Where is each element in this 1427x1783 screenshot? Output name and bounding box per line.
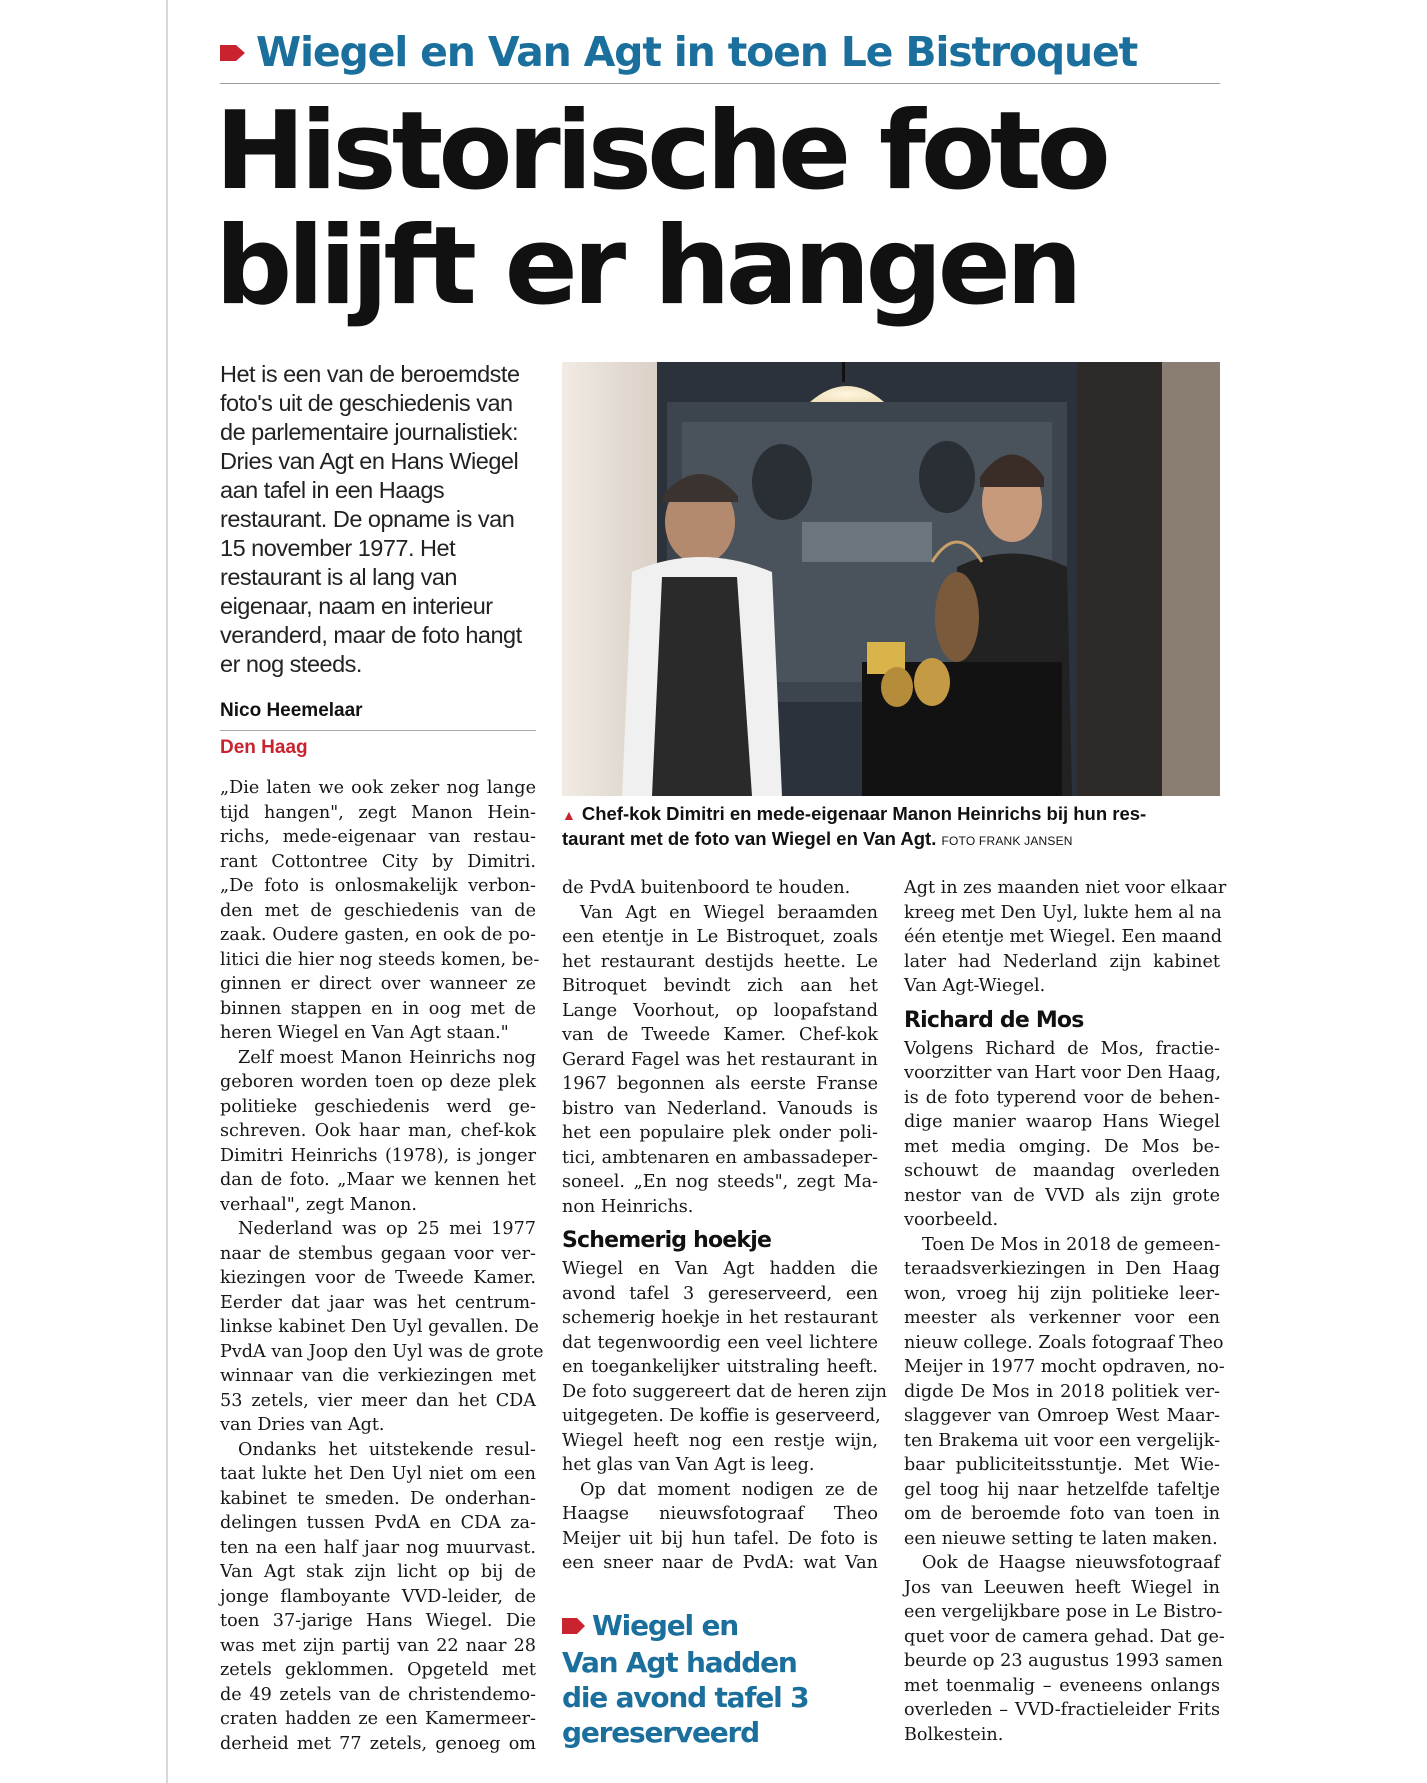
article-line: quet voor de camera gehad. Dat ge- <box>904 1626 1225 1647</box>
article-line: Wiegel heeft nog een restje wijn, <box>562 1430 878 1451</box>
article-line: winnaar van die verkiezingen met <box>220 1366 536 1386</box>
intro-line: foto's uit de geschiedenis van <box>220 390 513 416</box>
article-line: linkse kabinet Den Uyl gevallen. De <box>220 1317 539 1337</box>
article-line: Ondanks het uitstekende resul- <box>238 1439 536 1460</box>
red-triangle-icon: ▲ <box>562 807 576 823</box>
article-line: verhaal", zegt Manon. <box>220 1194 417 1215</box>
article-line: 1967 begonnen als eerste Franse <box>562 1074 878 1094</box>
article-line: toen 37-jarige Hans Wiegel. Die <box>220 1611 536 1631</box>
article-line: politieke geschiedenis werd ge- <box>220 1096 536 1117</box>
article-line: litici die hier nog steeds komen, be- <box>220 949 540 970</box>
article-line: slaggever van Omroep West Maar- <box>904 1406 1220 1426</box>
article-line: dan de foto. „Maar we kennen het <box>220 1170 536 1190</box>
article-line: zetels geklommen. Opgeteld met <box>220 1660 536 1680</box>
article-line: De foto suggereert dat de heren zijn <box>562 1381 887 1402</box>
article-line: later had Nederland zijn kabinet <box>904 951 1220 972</box>
article-line: Eerder dat jaar was het centrum- <box>220 1292 536 1313</box>
article-line: Wiegel en Van Agt hadden die <box>562 1259 878 1279</box>
article-column-3 <box>904 876 1227 1747</box>
article-line: een sneer naar de PvdA: wat Van <box>562 1553 878 1573</box>
kicker <box>220 28 1137 76</box>
article-line: Gerard Fagel was het restaurant in <box>562 1049 878 1070</box>
article-line: 53 zetels, vier meer dan het CDA <box>220 1390 536 1411</box>
pull-quote-line: Van Agt hadden <box>562 1646 797 1679</box>
article-line: „De foto is onlosmakelijk verbon- <box>220 876 536 896</box>
byline <box>220 700 536 759</box>
article-line: Haagse nieuwsfotograaf Theo <box>562 1504 878 1524</box>
article-photo <box>562 362 1220 796</box>
article-line: Meijer in 1977 mocht opdraven, no- <box>904 1357 1225 1377</box>
subhead-richard-de-mos: Richard de Mos <box>904 1007 1084 1033</box>
article-line: Van Agt stak zijn licht op bij de <box>220 1562 536 1582</box>
article-line: Agt in zes maanden niet voor elkaar <box>904 878 1227 898</box>
article-line: van de Tweede Kamer. Chef-kok <box>562 1025 878 1045</box>
article-line: Jos van Leeuwen heeft Wiegel in <box>904 1577 1220 1598</box>
article-line: is de foto typerend voor de behen- <box>904 1087 1220 1108</box>
article-line: taat lukte het Den Uyl niet om een <box>220 1464 536 1484</box>
intro-line: de parlementaire journalistiek: <box>220 419 518 445</box>
red-arrow-icon <box>562 1610 586 1645</box>
article-line: meester als verkenner voor een <box>904 1308 1220 1328</box>
article-line: de 49 zetels van de christendemo- <box>220 1684 536 1705</box>
intro-line: er nog steeds. <box>220 651 362 677</box>
article-line: derheid met 77 zetels, genoeg om <box>220 1733 536 1754</box>
article-line: gel toog hij naar hetzelfde tafeltje <box>904 1479 1220 1500</box>
caption-line <box>562 827 1222 853</box>
article-line: een nieuwe setting te laten maken. <box>904 1528 1218 1549</box>
article-line: uitgegeten. De koffie is geserveerd, <box>562 1406 881 1426</box>
article-line: van Dries van Agt. <box>220 1415 385 1435</box>
intro-line: restaurant is al lang van <box>220 564 458 590</box>
article-line: naar de stembus gegaan voor ver- <box>220 1243 536 1264</box>
red-arrow-icon <box>220 41 246 67</box>
article-line: Nederland was op 25 mei 1977 <box>238 1219 536 1239</box>
byline-place: Den Haag <box>220 737 308 758</box>
pull-quote-line: gereserveerd <box>562 1716 759 1749</box>
intro-line: Dries van Agt en Hans Wiegel <box>220 448 519 474</box>
article-line: binnen stappen en in oog met de <box>220 998 536 1019</box>
photo-caption <box>562 802 1222 853</box>
pull-quote-text: Wiegel en <box>592 1609 738 1642</box>
article-line: nestor van de VVD als zijn grote <box>904 1185 1220 1206</box>
article-line: schouwt de maandag overleden <box>904 1161 1220 1181</box>
article-column-1 <box>220 776 544 1756</box>
article-line: en toegankelijker uitstraling heeft. <box>562 1357 878 1377</box>
article-line: Van Agt en Wiegel beraamden <box>580 902 878 923</box>
article-line: dige manier waarop Hans Wiegel <box>904 1112 1220 1132</box>
byline-author: Nico Heemelaar <box>220 700 536 731</box>
caption-text-1: Chef-kok Dimitri en mede-eigenaar Manon Heinrichs bij hun res- <box>581 803 1147 824</box>
kicker-text: Wiegel en Van Agt in toen Le Bistroquet <box>256 28 1138 76</box>
article-line: den met de geschiedenis van de <box>220 900 536 921</box>
headline-line-2: blijft er hangen <box>215 204 1078 329</box>
subhead-schemerig-hoekje: Schemerig hoekje <box>562 1228 772 1253</box>
article-line: voorzitter van Hart voor Den Haag, <box>904 1063 1221 1083</box>
article-line: bistro van Nederland. Vanouds is <box>562 1098 878 1119</box>
article-line: richs, mede-eigenaar van restau- <box>220 827 536 847</box>
article-line: Meijer uit bij hun tafel. De foto is <box>562 1528 878 1549</box>
article-line: kreeg met Den Uyl, lukte hem al na <box>904 902 1222 923</box>
article-line: delingen tussen PvdA en CDA za- <box>220 1513 536 1533</box>
article-line: Volgens Richard de Mos, fractie- <box>904 1038 1220 1059</box>
article-line: non Heinrichs. <box>562 1196 694 1217</box>
pull-quote-line-1 <box>562 1608 882 1645</box>
pull-quote-line: die avond tafel 3 <box>562 1681 809 1714</box>
article-line: het een populaire plek onder poli- <box>562 1123 878 1143</box>
article-column-2 <box>562 876 887 1576</box>
article-line: het glas van Van Agt is leeg. <box>562 1455 815 1475</box>
article-line: heren Wiegel en Van Agt staan." <box>220 1023 509 1043</box>
headline-line-1: Historische foto <box>215 89 1106 214</box>
article-line: was met zijn partij van 22 naar 28 <box>220 1635 536 1656</box>
headline <box>215 89 1225 329</box>
intro-line: eigenaar, naam en interieur <box>220 593 493 619</box>
article-line: tici, ambtenaren en ambassadeper- <box>562 1147 878 1168</box>
article-line: ginnen er direct over wanneer ze <box>220 974 536 994</box>
article-line: „Die laten we ook zeker nog lange <box>220 778 536 798</box>
article-line: schemerig hoekje in het restaurant <box>562 1308 878 1328</box>
article-line: craten hadden ze een Kamermeer- <box>220 1709 536 1729</box>
caption-line <box>562 802 1222 827</box>
photo-credit: FOTO FRANK JANSEN <box>941 834 1073 848</box>
article-line: soneel. „En nog steeds", zegt Ma- <box>562 1172 878 1192</box>
article-line: beurde op 23 augustus 1993 samen <box>904 1651 1223 1671</box>
article-line: PvdA van Joop den Uyl was de grote <box>220 1341 544 1362</box>
article-line: het restaurant destijds heette. Le <box>562 951 878 972</box>
intro-line: veranderd, maar de foto hangt <box>220 622 522 648</box>
article-line: digde De Mos in 2018 politiek ver- <box>904 1381 1220 1402</box>
article-line: één etentje met Wiegel. Een maand <box>904 927 1222 947</box>
article-line: met media omging. De Mos be- <box>904 1136 1220 1157</box>
article-line: Ook de Haagse nieuwsfotograaf <box>922 1553 1220 1573</box>
article-line: teraadsverkiezingen in Den Haag <box>904 1259 1220 1279</box>
article-line: jonge flamboyante VVD-leider, de <box>220 1586 536 1607</box>
article-line: won, vroeg hij zijn politieke leer- <box>904 1283 1220 1304</box>
pull-quote <box>562 1608 882 1750</box>
article-line: nieuw college. Zoals fotograaf Theo <box>904 1332 1224 1353</box>
article-line: geboren worden toen op deze plek <box>220 1072 536 1092</box>
article-line: Dimitri Heinrichs (1978), is jonger <box>220 1145 536 1166</box>
article-line: baar publiciteitsstuntje. Met Wie- <box>904 1455 1220 1475</box>
article-line: een vergelijkbare pose in Le Bistro- <box>904 1602 1223 1622</box>
article-line: voorbeeld. <box>904 1210 999 1230</box>
article-line: dat tegenwoordig een veel lichtere <box>562 1332 878 1353</box>
article-line: de PvdA buitenboord te houden. <box>562 878 851 898</box>
article-line: ten Brakema uit voor een vergelijk- <box>904 1430 1221 1451</box>
article-line: Van Agt-Wiegel. <box>904 976 1046 996</box>
page-edge-line <box>166 0 168 1783</box>
article-line: schreven. Ook haar man, chef-kok <box>220 1121 536 1141</box>
article-line: avond tafel 3 gereserveerd, een <box>562 1283 878 1304</box>
article-line: kiezingen voor de Tweede Kamer. <box>220 1268 536 1288</box>
article-line: zaak. Oudere gasten, en ook de po- <box>220 925 536 945</box>
intro-text <box>220 360 540 679</box>
article-line: Op dat moment nodigen ze de <box>580 1479 878 1500</box>
article-line: overleden – VVD-fractieleider Frits <box>904 1700 1220 1720</box>
article-line: Toen De Mos in 2018 de gemeen- <box>922 1234 1221 1255</box>
intro-line: restaurant. De opname is van <box>220 506 515 532</box>
kicker-rule <box>220 83 1220 84</box>
article-line: tijd hangen", zegt Manon Hein- <box>220 802 536 823</box>
article-line: een etentje in Le Bistroquet, zoals <box>562 927 878 947</box>
article-line: om de beroemde foto van toen in <box>904 1504 1220 1524</box>
article-line: met toenmalig – eveneens onlangs <box>904 1675 1220 1696</box>
caption-text-2: taurant met de foto van Wiegel en Van Agt. <box>562 828 937 849</box>
article-line: ten na een half jaar nog muurvast. <box>220 1537 536 1558</box>
article-line: Zelf moest Manon Heinrichs nog <box>238 1047 536 1068</box>
intro-line: 15 november 1977. Het <box>220 535 456 561</box>
article-line: Lange Voorhout, op loopafstand <box>562 1000 878 1021</box>
intro-line: Het is een van de beroemdste <box>220 361 520 387</box>
article-line: rant Cottontree City by Dimitri. <box>220 851 536 872</box>
article-line: kabinet te smeden. De onderhan- <box>220 1488 536 1509</box>
article-line: Bolkestein. <box>904 1724 1004 1745</box>
article-line: Bitroquet bevindt zich aan het <box>562 976 878 996</box>
intro-line: aan tafel in een Haags <box>220 477 445 503</box>
